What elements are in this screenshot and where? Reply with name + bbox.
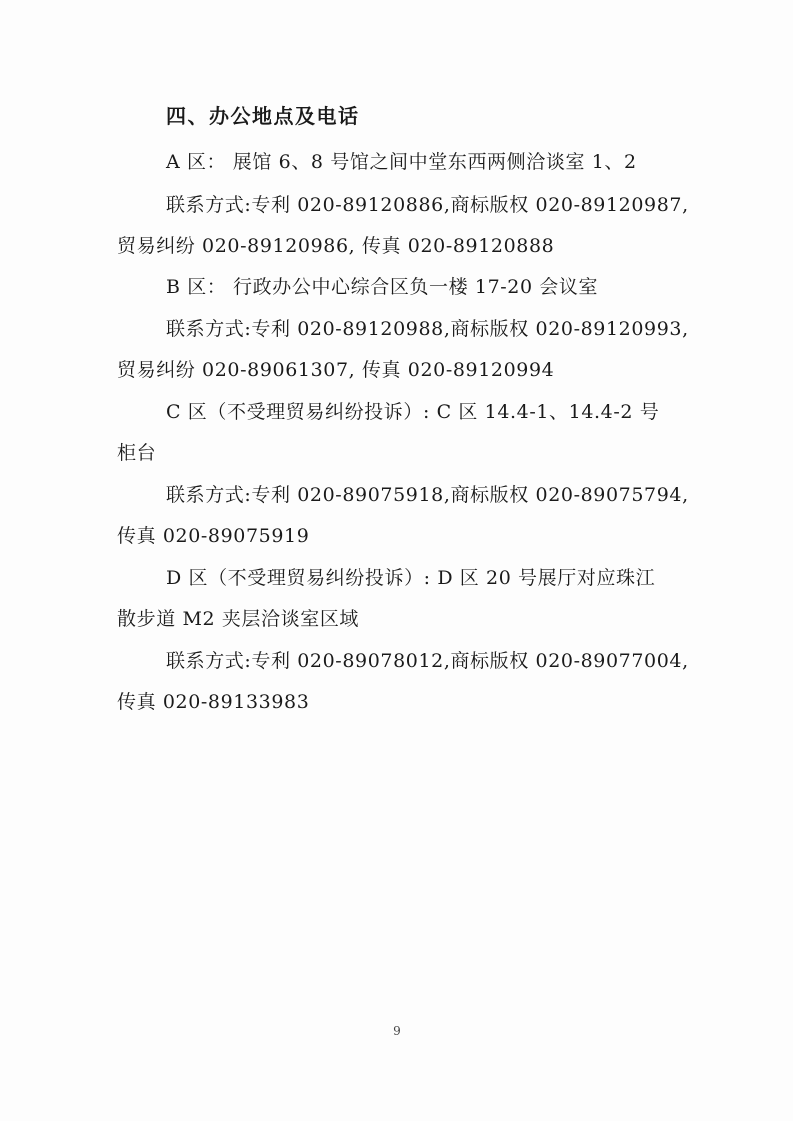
zone-a-location: A 区： 展馆 6、8 号馆之间中堂东西两侧洽谈室 1、2	[166, 151, 637, 173]
zone-c-location-line-2: 柜台	[117, 442, 157, 464]
zone-a-contact-line-1: 联系方式:专利 020-89120886,商标版权 020-89120987,	[166, 194, 689, 216]
zone-d-contact-line-1: 联系方式:专利 020-89078012,商标版权 020-89077004,	[166, 650, 689, 672]
zone-d-location-line-2: 散步道 M2 夹层洽谈室区域	[117, 608, 360, 630]
zone-d-location-line-1: D 区（不受理贸易纠纷投诉）: D 区 20 号展厅对应珠江	[166, 567, 656, 589]
zone-a-contact-line-2: 贸易纠纷 020-89120986, 传真 020-89120888	[117, 235, 555, 257]
zone-c-contact-line-2: 传真 020-89075919	[117, 525, 310, 547]
zone-b-contact-line-1: 联系方式:专利 020-89120988,商标版权 020-89120993,	[166, 318, 689, 340]
zone-b-location: B 区： 行政办公中心综合区负一楼 17-20 会议室	[166, 276, 599, 298]
page-number: 9	[393, 1024, 401, 1038]
zone-d-contact-line-2: 传真 020-89133983	[117, 691, 310, 713]
zone-b-contact-line-2: 贸易纠纷 020-89061307, 传真 020-89120994	[117, 359, 555, 381]
zone-c-location-line-1: C 区（不受理贸易纠纷投诉）: C 区 14.4-1、14.4-2 号	[166, 401, 660, 423]
section-heading: 四、办公地点及电话	[166, 104, 360, 128]
zone-c-contact-line-1: 联系方式:专利 020-89075918,商标版权 020-89075794,	[166, 484, 689, 506]
